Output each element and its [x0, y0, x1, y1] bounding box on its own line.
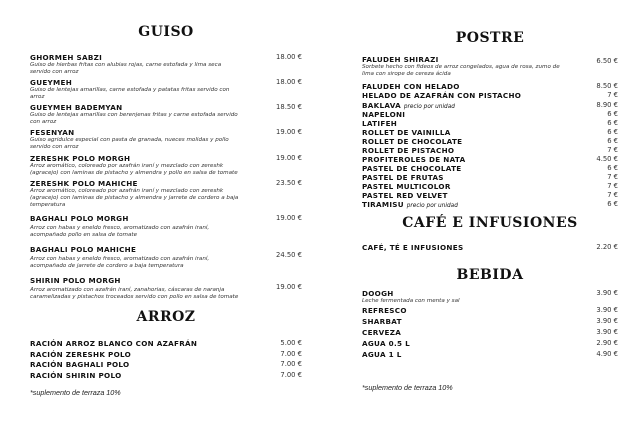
- menu-item: [362, 182, 618, 191]
- item-name: ROLLET DE PISTACHO: [362, 146, 455, 155]
- item-price: 6 €: [607, 200, 618, 208]
- item-price: 6 €: [607, 137, 618, 145]
- item-name: RACIÓN ARROZ BLANCO CON AZAFRÁN: [30, 339, 198, 348]
- item-name-text: BAKLAVA: [362, 101, 402, 110]
- item-price: 19.00 €: [276, 283, 302, 291]
- item-desc: Arroz aromatizado con azafrán iraní, zanahorias, cáscaras de naranja caramelizadas y pistachos troceados servido con pollo en salsa de tomate: [30, 287, 239, 301]
- item-price: 6 €: [607, 119, 618, 127]
- item-price: 24.50 €: [276, 251, 302, 259]
- item-desc: Leche fermentada con menta y sal: [362, 298, 460, 304]
- menu-item: [30, 214, 302, 239]
- item-desc: Arroz aromático, coloreado por azafrán iraní y mezclado con zereshk (agracejo) con laminas de pistacho y almendra y pollo en salsa de tomate: [30, 163, 238, 177]
- item-name: FALUDEH SHIRAZI: [362, 55, 439, 64]
- menu-item: [362, 55, 618, 78]
- item-price: 3.90 €: [596, 317, 618, 325]
- menu-item: [362, 146, 618, 155]
- item-name: CERVEZA: [362, 328, 402, 337]
- item-name: RACIÓN BAGHALI POLO: [30, 360, 130, 369]
- item-price: 7 €: [607, 91, 618, 99]
- item-name: PASTEL MULTICOLOR: [362, 182, 451, 191]
- menu-item: [30, 78, 302, 101]
- item-name: SHIRIN POLO MORGH: [30, 276, 121, 285]
- item-name: LATIFEH: [362, 119, 398, 128]
- menu-item: [362, 164, 618, 173]
- item-price: 7.00 €: [280, 350, 302, 358]
- menu-item: [362, 82, 618, 91]
- item-price: 23.50 €: [276, 179, 302, 187]
- item-name: BAGHALI POLO MAHICHE: [30, 245, 137, 254]
- item-desc: Guiso agridulce especial con pasta de granada, nueces molidas y pollo servido con arroz: [30, 137, 229, 151]
- menu-item: [362, 317, 618, 326]
- menu-item: [362, 119, 618, 128]
- menu-item: [362, 91, 618, 100]
- item-name: PASTEL RED VELVET: [362, 191, 448, 200]
- item-name: GUEYMEH: [30, 78, 73, 87]
- item-price: 6 €: [607, 128, 618, 136]
- menu-item: [362, 243, 618, 252]
- item-name: AGUA 1 L: [362, 350, 402, 359]
- item-price: 3.90 €: [596, 306, 618, 314]
- item-price: 18.00 €: [276, 78, 302, 86]
- item-name: PASTEL DE CHOCOLATE: [362, 164, 462, 173]
- section-title-arroz: ARROZ: [136, 309, 196, 325]
- item-desc: Arroz aromático, coloreado por azafrán iraní y mezclado con zereshk (agracejo) con laminas de pistacho y almendra y jarrete de cordero a baja temperatura: [30, 188, 239, 209]
- item-unit: precio por unidad: [406, 203, 458, 209]
- item-price: 8.90 €: [596, 101, 618, 109]
- item-price: 2.90 €: [596, 339, 618, 347]
- menu-item: [30, 339, 302, 348]
- item-name: NAPELONI: [362, 110, 406, 119]
- item-name: ZERESHK POLO MAHICHE: [30, 179, 138, 188]
- item-desc: Guiso de lentejas amarillas, carne estofada y patatas fritas servido con arroz: [30, 87, 230, 101]
- item-name: ROLLET DE VAINILLA: [362, 128, 451, 137]
- menu-item: [30, 53, 302, 76]
- section-title-postre: POSTRE: [455, 30, 525, 46]
- item-price: 3.90 €: [596, 289, 618, 297]
- item-name: RACIÓN ZERESHK POLO: [30, 350, 132, 359]
- item-price: 8.50 €: [596, 82, 618, 90]
- item-name: CAFÉ, TÉ E INFUSIONES: [362, 243, 464, 252]
- menu-item: [362, 128, 618, 137]
- menu-item: [30, 360, 302, 369]
- menu-item: [362, 289, 618, 305]
- item-price: 3.90 €: [596, 328, 618, 336]
- section-title-bebida: BEBIDA: [456, 267, 524, 283]
- item-price: 19.00 €: [276, 214, 302, 222]
- item-price: 4.50 €: [596, 155, 618, 163]
- terrace-note: *suplemento de terraza 10%: [30, 388, 121, 397]
- menu-item: [30, 245, 302, 270]
- item-desc: Guiso de hierbas fritas con alubias rojas, carne estofada y lima seca servido con arroz: [30, 62, 222, 76]
- item-name: AGUA 0.5 L: [362, 339, 410, 348]
- item-name: PROFITEROLES DE NATA: [362, 155, 466, 164]
- menu-item: [362, 200, 618, 211]
- item-desc: Sorbete hecho con fideos de arroz congelados, agua de rosa, zumo de lima con sirope de cereza ácida: [362, 64, 560, 78]
- item-name: DOOGH: [362, 289, 394, 298]
- item-name: ROLLET DE CHOCOLATE: [362, 137, 463, 146]
- item-price: 6 €: [607, 164, 618, 172]
- menu-item: [362, 328, 618, 337]
- item-price: 7.00 €: [280, 360, 302, 368]
- item-name: REFRESCO: [362, 306, 407, 315]
- item-price: 6 €: [607, 110, 618, 118]
- menu-item: [362, 155, 618, 164]
- item-price: 5.00 €: [280, 339, 302, 347]
- menu-item: [30, 103, 302, 126]
- menu-item: [362, 110, 618, 119]
- item-price: 18.50 €: [276, 103, 302, 111]
- menu-item: [30, 179, 302, 210]
- item-name: GUEYMEH BADEMYAN: [30, 103, 123, 112]
- item-desc: Guiso de lentejas amarillas con berenjenas fritas y carne estofada servido con arroz: [30, 112, 238, 126]
- item-price: 7.00 €: [280, 371, 302, 379]
- item-name: FALUDEH CON HELADO: [362, 82, 460, 91]
- item-name: HELADO DE AZAFRÁN CON PISTACHO: [362, 91, 522, 100]
- menu-item: [30, 350, 302, 359]
- item-price: 19.00 €: [276, 128, 302, 136]
- menu-item: [362, 306, 618, 315]
- item-price: 6.50 €: [596, 57, 618, 65]
- menu-item: [362, 137, 618, 146]
- item-price: 2.20 €: [596, 243, 618, 251]
- item-name: GHORMEH SABZI: [30, 53, 103, 62]
- menu-item: [362, 173, 618, 182]
- item-price: 7 €: [607, 191, 618, 199]
- item-price: 7 €: [607, 146, 618, 154]
- menu-item: [362, 339, 618, 348]
- section-title-guiso: GUISO: [138, 24, 194, 40]
- item-desc: Arroz con habas y eneldo fresco, aromatizado con azafrán iraní, acompañado de jarrete de cordero a baja temperatura: [30, 256, 210, 270]
- item-price: 7 €: [607, 173, 618, 181]
- menu-item: [362, 191, 618, 200]
- menu-item: [30, 371, 302, 380]
- item-name: FESENYAN: [30, 128, 75, 137]
- item-unit: precio por unidad: [403, 104, 455, 110]
- terrace-note: *suplemento de terraza 10%: [362, 383, 453, 392]
- item-name: PASTEL DE FRUTAS: [362, 173, 444, 182]
- item-name: [362, 200, 618, 211]
- item-name-text: TIRAMISU: [362, 200, 404, 209]
- item-name: ZERESHK POLO MORGH: [30, 154, 131, 163]
- menu-item: [30, 128, 302, 151]
- menu-item: [362, 350, 618, 359]
- item-name: RACIÓN SHIRIN POLO: [30, 371, 122, 380]
- section-title-cafe: CAFÉ E INFUSIONES: [402, 215, 578, 231]
- item-price: 7 €: [607, 182, 618, 190]
- item-price: 18.00 €: [276, 53, 302, 61]
- item-price: 4.90 €: [596, 350, 618, 358]
- item-desc: Arroz con habas y eneldo fresco, aromatizado con azafrán iraní, acompañado pollo en salsa de tomate: [30, 225, 210, 239]
- menu-item: [30, 154, 302, 177]
- item-price: 19.00 €: [276, 154, 302, 162]
- item-name: SHARBAT: [362, 317, 402, 326]
- menu-item: [30, 276, 302, 301]
- item-name: BAGHALI POLO MORGH: [30, 214, 129, 223]
